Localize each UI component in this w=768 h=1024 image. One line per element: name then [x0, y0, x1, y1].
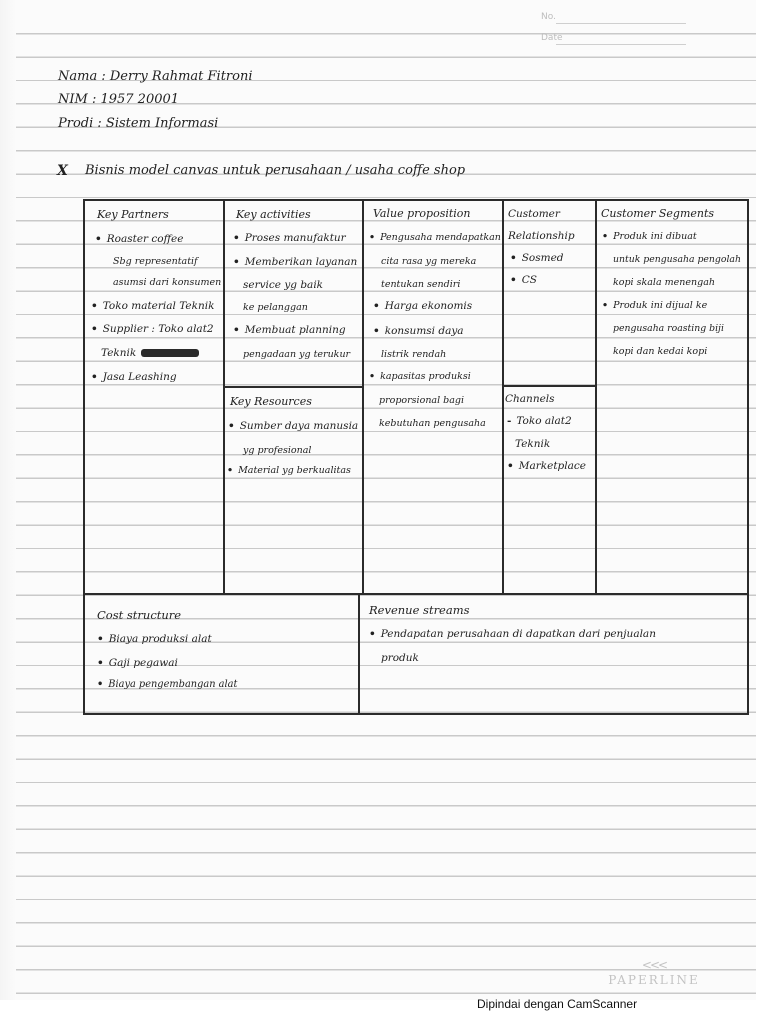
value-propositions-item-8: proporsional bagi [379, 395, 465, 406]
value-propositions-item-7: • kapasitas produksi [369, 371, 471, 382]
customer-segments-item-4: • Produk ini dijual ke [602, 300, 708, 311]
cost-structure-item-3: • Biaya pengembangan alat [97, 679, 238, 690]
key-activities-title: Key activities [236, 208, 311, 221]
divider-cost-revenue [358, 593, 360, 715]
key-resources-title: Key Resources [230, 395, 312, 408]
channels-item-3: • Marketplace [507, 460, 586, 472]
value-propositions-item-4: • Harga ekonomis [373, 300, 473, 312]
key-partners-item-7: • Jasa Leashing [91, 371, 177, 383]
divider-activities-value [362, 199, 364, 593]
key-partners-item-5: • Supplier : Toko alat2 [91, 323, 214, 335]
page-title: Bisnis model canvas untuk perusahaan / usaha coffe shop [85, 163, 466, 178]
customer-segments-item-1: • Produk ini dibuat [602, 231, 697, 242]
channels-item-1: - Toko alat2 [507, 415, 572, 427]
value-propositions-item-6: listrik rendah [381, 349, 447, 360]
cost-structure-item-2: • Gaji pegawai [97, 657, 178, 669]
key-partners-item-3: asumsi dari konsumen [113, 277, 222, 288]
customer-relationship-title-1: Customer [508, 208, 560, 220]
table-right-border [747, 199, 749, 715]
customer-relationship-title-2: Relationship [508, 230, 575, 242]
student-nim: NIM : 1957 20001 [58, 92, 180, 107]
customer-relationship-item-1: • Sosmed [510, 252, 564, 264]
paperline-logo-mark: <<< [641, 958, 667, 972]
key-resources-item-1: • Sumber daya manusia [228, 420, 359, 432]
paperline-logo-text: PAPERLINE [608, 973, 700, 987]
key-activities-item-3: service yg baik [243, 279, 324, 291]
table-top-border [83, 199, 749, 201]
table-bottom-border [83, 713, 749, 715]
channels-item-2: Teknik [515, 438, 551, 450]
customer-segments-item-6: kopi dan kedai kopi [613, 346, 708, 357]
customer-segments-item-5: pengusaha roasting biji [613, 323, 724, 334]
key-resources-item-2: yg profesional [243, 445, 312, 456]
divider-partners-activities [223, 199, 225, 593]
value-propositions-item-5: • konsumsi daya [373, 325, 464, 337]
revenue-streams-item-2: produk [381, 652, 419, 664]
study-program: Prodi : Sistem Informasi [58, 116, 219, 131]
business-model-canvas [83, 199, 749, 716]
key-partners-item-4: • Toko material Teknik [91, 300, 215, 312]
date-label: Date [541, 33, 563, 43]
student-name: Nama : Derry Rahmat Fitroni [58, 69, 253, 84]
channels-title: Channels [505, 393, 555, 405]
no-line [556, 23, 686, 24]
key-activities-item-2: • Memberikan layanan [233, 256, 358, 268]
key-activities-item-1: • Proses manufaktur [233, 232, 346, 244]
paperline-logo [604, 958, 704, 987]
date-line [556, 44, 686, 45]
title-mark: X [57, 163, 68, 179]
divider-relationship-channels [502, 385, 596, 387]
key-resources-item-3: • Material yg berkualitas [227, 465, 351, 476]
cost-structure-title: Cost structure [97, 608, 182, 622]
cost-structure-item-1: • Biaya produksi alat [97, 633, 212, 645]
table-left-border [83, 199, 85, 715]
divider-activities-resources [223, 386, 363, 388]
key-partners-item-6: Teknik [101, 347, 199, 359]
value-propositions-title: Value proposition [373, 207, 471, 220]
value-propositions-item-1: • Pengusaha mendapatkan [369, 232, 501, 243]
customer-segments-item-2: untuk pengusaha pengolah [613, 254, 741, 265]
value-propositions-item-3: tentukan sendiri [381, 279, 461, 290]
scribble-mark [141, 349, 199, 357]
revenue-streams-item-1: • Pendapatan perusahaan di dapatkan dari penjualan [369, 628, 656, 640]
divider-relationship-segments [595, 199, 597, 593]
key-partners-title: Key Partners [97, 208, 169, 221]
key-partners-item-1: • Roaster coffee [95, 233, 184, 245]
value-propositions-item-2: cita rasa yg mereka [381, 256, 477, 267]
no-label: No. [541, 12, 556, 22]
key-activities-item-6: pengadaan yg terukur [243, 349, 351, 360]
revenue-streams-title: Revenue streams [369, 603, 470, 617]
customer-segments-title: Customer Segments [601, 207, 715, 220]
divider-value-relationship [502, 199, 504, 593]
value-propositions-item-9: kebutuhan pengusaha [379, 418, 486, 429]
page-edge [0, 0, 16, 1000]
customer-relationship-item-2: • CS [510, 274, 537, 286]
key-activities-item-4: ke pelanggan [243, 302, 308, 313]
key-activities-item-5: • Membuat planning [233, 324, 346, 336]
camscanner-footer-text: Dipindai dengan CamScanner [477, 997, 638, 1011]
customer-segments-item-3: kopi skala menengah [613, 277, 715, 288]
table-middle-border [83, 593, 749, 595]
key-partners-item-2: Sbg representatif [113, 256, 198, 267]
